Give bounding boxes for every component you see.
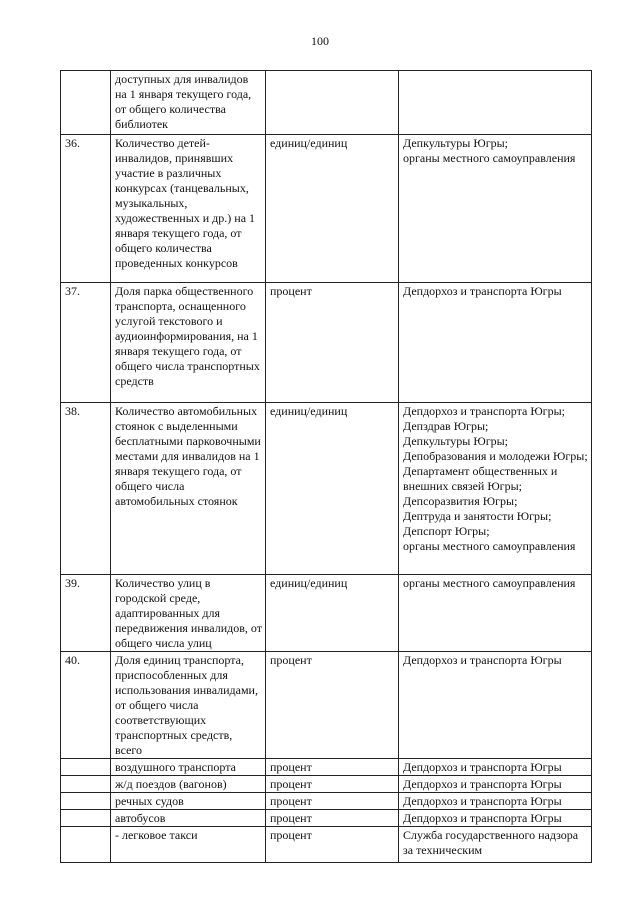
unit-of-measure: процент bbox=[266, 759, 399, 776]
unit-of-measure: единиц/единиц bbox=[266, 403, 399, 575]
table-row bbox=[61, 71, 592, 135]
row-number: 37. bbox=[61, 283, 111, 403]
responsible-body: Депдорхоз и транспорта Югры bbox=[403, 794, 562, 808]
responsible-bodies bbox=[399, 71, 592, 135]
table-row bbox=[61, 810, 592, 827]
table-row bbox=[61, 827, 592, 863]
table-row bbox=[61, 652, 592, 759]
responsible-body: Депдорхоз и транспорта Югры bbox=[403, 653, 562, 667]
table-row bbox=[61, 759, 592, 776]
row-number bbox=[61, 793, 111, 810]
row-number bbox=[61, 827, 111, 863]
responsible-body: органы местного самоуправления bbox=[403, 539, 576, 553]
responsible-body: Депздрав Югры; bbox=[403, 419, 489, 433]
row-number bbox=[61, 71, 111, 135]
responsible-bodies bbox=[399, 652, 592, 759]
row-number: 36. bbox=[61, 135, 111, 283]
row-number bbox=[61, 810, 111, 827]
responsible-body: органы местного самоуправления bbox=[403, 151, 576, 165]
table-row bbox=[61, 283, 592, 403]
responsible-bodies bbox=[399, 283, 592, 403]
table-row bbox=[61, 793, 592, 810]
responsible-body: Депдорхоз и транспорта Югры bbox=[403, 777, 562, 791]
responsible-body: Депдорхоз и транспорта Югры bbox=[403, 284, 562, 298]
unit-of-measure: единиц/единиц bbox=[266, 575, 399, 652]
indicator-name: ж/д поездов (вагонов) bbox=[111, 776, 266, 793]
unit-of-measure: процент bbox=[266, 776, 399, 793]
row-number: 38. bbox=[61, 403, 111, 575]
indicator-name: доступных для инвалидов на 1 января текущего года, от общего количества библиотек bbox=[111, 71, 266, 135]
responsible-bodies bbox=[399, 135, 592, 283]
unit-of-measure: процент bbox=[266, 793, 399, 810]
responsible-body: Депкультуры Югры; bbox=[403, 136, 509, 150]
responsible-bodies bbox=[399, 827, 592, 863]
unit-of-measure bbox=[266, 71, 399, 135]
responsible-bodies bbox=[399, 403, 592, 575]
row-number: 39. bbox=[61, 575, 111, 652]
responsible-bodies bbox=[399, 810, 592, 827]
responsible-body: Депспорт Югры; bbox=[403, 524, 490, 538]
table-row bbox=[61, 403, 592, 575]
responsible-body: Депсоразвития Югры; bbox=[403, 494, 518, 508]
responsible-body: Дептруда и занятости Югры; bbox=[403, 509, 552, 523]
responsible-bodies bbox=[399, 776, 592, 793]
unit-of-measure: процент bbox=[266, 810, 399, 827]
responsible-body: Депобразования и молодежи Югры; bbox=[403, 449, 588, 463]
unit-of-measure: единиц/единиц bbox=[266, 135, 399, 283]
responsible-bodies bbox=[399, 575, 592, 652]
unit-of-measure: процент bbox=[266, 652, 399, 759]
responsible-body: Депдорхоз и транспорта Югры bbox=[403, 811, 562, 825]
responsible-body: Департамент общественных и внешних связей Югры; bbox=[403, 464, 558, 493]
indicator-name: Количество автомобильных стоянок с выделенными бесплатными парковочными местами для инвалидов на 1 января текущего года, от общего числа автомобильных стоянок bbox=[111, 403, 266, 575]
indicator-name: Количество улиц в городской среде, адаптированных для передвижения инвалидов, от общего числа улиц bbox=[111, 575, 266, 652]
table-row bbox=[61, 776, 592, 793]
responsible-body: Депдорхоз и транспорта Югры bbox=[403, 760, 562, 774]
page-number: 100 bbox=[311, 34, 329, 48]
row-number bbox=[61, 776, 111, 793]
table-row bbox=[61, 575, 592, 652]
indicator-name: воздушного транспорта bbox=[111, 759, 266, 776]
indicator-name: Доля парка общественного транспорта, оснащенного услугой текстового и аудиоинформирования, на 1 января текущего года, от общего числа транспортных средств bbox=[111, 283, 266, 403]
row-number bbox=[61, 759, 111, 776]
responsible-body: Депкультуры Югры; bbox=[403, 434, 509, 448]
indicator-name: автобусов bbox=[111, 810, 266, 827]
indicator-name: - легковое такси bbox=[111, 827, 266, 863]
responsible-bodies bbox=[399, 793, 592, 810]
table-row bbox=[61, 135, 592, 283]
responsible-bodies bbox=[399, 759, 592, 776]
responsible-body: Депдорхоз и транспорта Югры; bbox=[403, 404, 565, 418]
unit-of-measure: процент bbox=[266, 283, 399, 403]
row-number: 40. bbox=[61, 652, 111, 759]
indicator-name: Количество детей-инвалидов, принявших участие в различных конкурсах (танцевальных, музыкальных, художественных и др.) на 1 января текущего года, от общего количества проведенных конкурсов bbox=[111, 135, 266, 283]
indicator-name: Доля единиц транспорта, приспособленных для использования инвалидами, от общего числа соответствующих транспортных средств, всего bbox=[111, 652, 266, 759]
responsible-body: Служба государственного надзора за техническим bbox=[403, 828, 579, 857]
indicators-table bbox=[60, 70, 592, 863]
responsible-body: органы местного самоуправления bbox=[403, 576, 576, 590]
indicator-name: речных судов bbox=[111, 793, 266, 810]
table-body bbox=[61, 71, 592, 863]
unit-of-measure: процент bbox=[266, 827, 399, 863]
